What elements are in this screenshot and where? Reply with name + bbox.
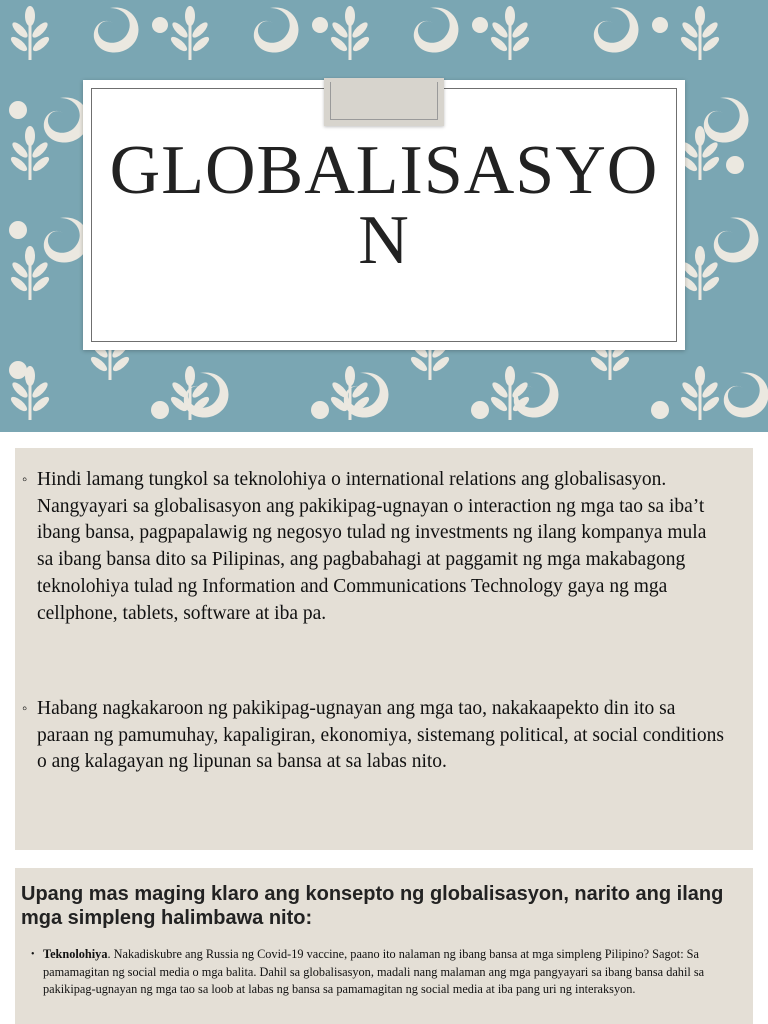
example-text: . Nakadiskubre ang Russia ng Covid-19 vaccine, paano ito nalaman ng ibang bansa at mga simpleng Pilipino? Sagot: Sa pamamagitan ng social media o mga balita. Dahil sa globalisasyon, madali nang malaman ang mga pangyayari sa ibang bansa dahil sa pakikipag-ugnayan ng mga tao sa loob at labas ng bansa sa pamamagitan ng social media at iba pang uri ng interaksyon.: [43, 947, 705, 996]
dot-icon: [652, 17, 668, 33]
content-panel: [15, 448, 753, 850]
paisley-swirl-icon: [714, 217, 759, 262]
paisley-swirl-icon: [44, 217, 89, 262]
title-card-tab-border: [330, 82, 438, 120]
leaf-sprig-icon: [9, 246, 51, 300]
bullet-marker: ◦: [22, 701, 28, 717]
dot-icon: [472, 17, 488, 33]
slide-title: GLOBALISASYON: [109, 132, 659, 279]
dot-icon: [9, 361, 27, 379]
bullet-text: Habang nagkakaroon ng pakikipag-ugnayan ang mga tao, nakakaapekto din ito sa paraan ng pamumuhay, kapaligiran, ekonomiya, sistemang political, at social conditions o ang kalagayan ng lipunan sa bansa at sa labas nito.: [37, 698, 725, 773]
dot-icon: [311, 401, 329, 419]
paisley-swirl-icon: [254, 7, 299, 52]
leaf-sprig-icon: [169, 6, 211, 60]
dot-icon: [726, 156, 744, 174]
bullet-marker: ◦: [22, 472, 28, 488]
leaf-sprig-icon: [329, 6, 371, 60]
example-bullet: •: [31, 949, 35, 960]
example-term: Teknolohiya: [43, 947, 108, 961]
leaf-sprig-icon: [679, 6, 721, 60]
dot-icon: [152, 17, 168, 33]
paisley-swirl-icon: [724, 372, 768, 417]
paisley-swirl-icon: [704, 97, 749, 142]
paisley-swirl-icon: [514, 372, 559, 417]
bullet-text: Hindi lamang tungkol sa teknolohiya o international relations ang globalisasyon. Nangyayari sa globalisasyon ang pakikipag-ugnayan o interaction ng mga tao sa iba’t ibang bansa, pagpapalawig ng negosyo tulad ng investments ng ilang kompanya mula sa ibang bansa dito sa Pilipinas, ang pagbabahagi at paggamit ng mga makabagong teknolohiya tulad ng Information and Communications Technology gaya ng mga cellphone, tablets, software at iba pa.: [37, 469, 707, 624]
paisley-swirl-icon: [414, 7, 459, 52]
dot-icon: [9, 101, 27, 119]
example-item: [31, 946, 743, 999]
title-card-tab: [324, 78, 444, 126]
dot-icon: [9, 221, 27, 239]
bullet-item: [22, 467, 727, 627]
leaf-sprig-icon: [489, 6, 531, 60]
leaf-sprig-icon: [9, 6, 51, 60]
paisley-swirl-icon: [594, 7, 639, 52]
paisley-swirl-icon: [94, 7, 139, 52]
examples-panel: [15, 868, 753, 1024]
decorative-pattern-header: [0, 0, 768, 432]
dot-icon: [151, 401, 169, 419]
paisley-swirl-icon: [44, 97, 89, 142]
dot-icon: [471, 401, 489, 419]
bullet-item: [22, 696, 727, 776]
leaf-sprig-icon: [679, 366, 721, 420]
leaf-sprig-icon: [679, 246, 721, 300]
dot-icon: [651, 401, 669, 419]
examples-heading: Upang mas maging klaro ang konsepto ng globalisasyon, narito ang ilang mga simpleng halimbawa nito:: [21, 883, 724, 929]
dot-icon: [312, 17, 328, 33]
leaf-sprig-icon: [9, 126, 51, 180]
